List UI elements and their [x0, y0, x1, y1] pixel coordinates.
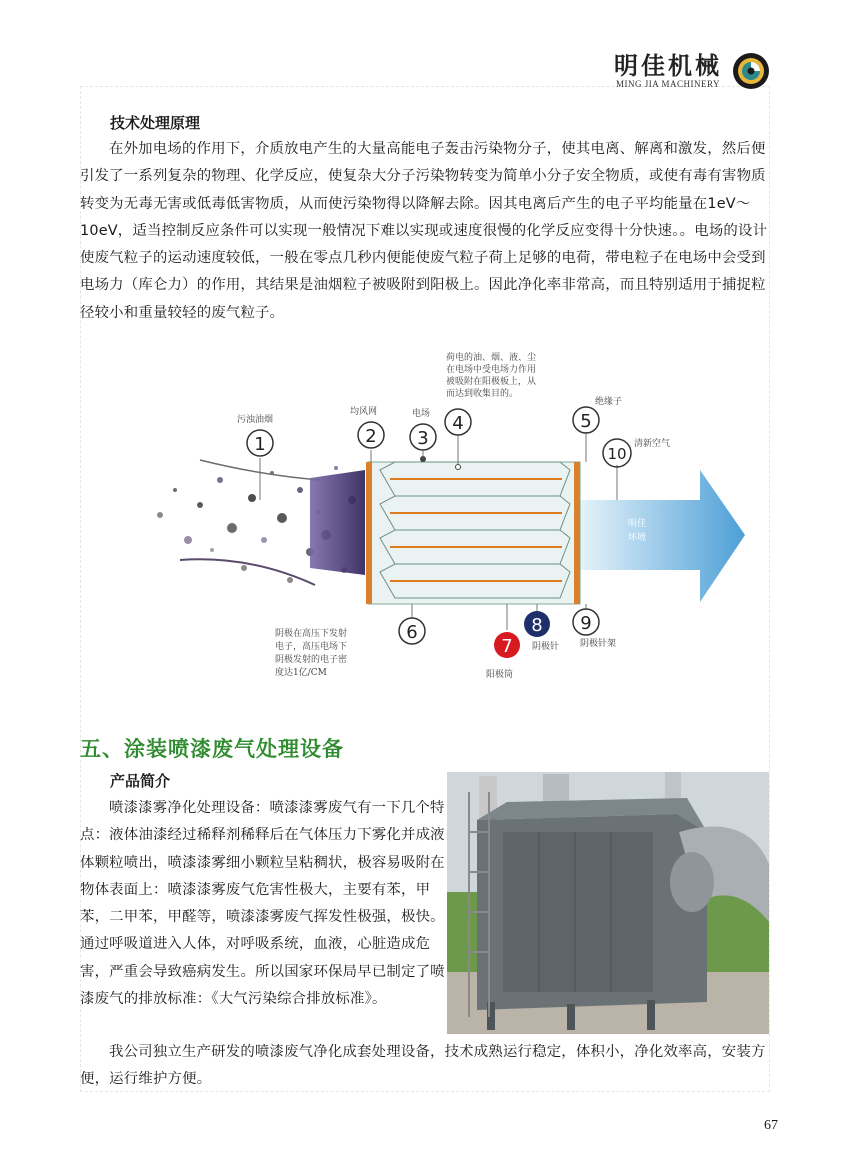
electric-field-unit [366, 456, 580, 604]
label-cathode-1: 阴极在高压下发射 [275, 629, 348, 639]
marker-10-label: 10 [607, 445, 627, 463]
label-charged-4: 而达到收集目的。 [446, 389, 519, 399]
label-cathode-3: 阴极发射的电子密 [275, 655, 348, 665]
product-intro-heading: 产品简介 [110, 772, 171, 790]
label-electric-field: 电场 [412, 409, 431, 419]
closing-paragraph: 我公司独立生产研发的喷漆废气净化成套处理设备，技术成熟运行稳定，体积小，净化效率高，安装方便，运行维护方便。 [80, 1044, 766, 1088]
marker-2-label: 2 [365, 426, 377, 447]
marker-5-label: 5 [580, 411, 592, 432]
label-cathode-4: 度达1亿/CM [275, 668, 327, 678]
product-intro-paragraph: 喷漆漆雾净化处理设备：喷漆漆雾废气有一下几个特点：液体油漆经过稀释剂稀释后在气体压力下雾化并成液体颗粒喷出，喷漆漆雾细小颗粒呈粘稠状，极容易吸附在物体表面上：喷漆漆雾废气危害性极大，主要有苯，甲苯，二甲苯，甲醛等，喷漆漆雾废气挥发性极强，极快。通过呼吸道进入人体，对呼吸系统，血液，心脏造成危害，严重会导致癌病发生。所以国家环保局早已制定了喷漆废气的排放标准：《大气污染综合排放标准》。 [80, 800, 445, 1008]
label-cathode-needle: 阴极针 [532, 642, 560, 652]
marker-8-label: 8 [531, 615, 543, 636]
label-env-1: 明佳 [628, 519, 647, 529]
page-number: 67 [764, 1118, 778, 1133]
label-fresh-air: 清新空气 [634, 439, 671, 449]
equipment-photo [447, 772, 769, 1034]
label-charged-1: 荷电的油、烟、液、尘 [446, 353, 537, 363]
section-heading-principle: 技术处理原理 [110, 114, 201, 132]
label-cathode-2: 电子，高压电场下 [275, 642, 348, 652]
principle-paragraph: 在外加电场的作用下，介质放电产生的大量高能电子轰击污染物分子，使其电离、解离和激发，然后便引发了一系列复杂的物理、化学反应，使复杂大分子污染物转变为简单小分子安全物质，或使有毒有害物质转变为无毒无害或低毒低害物质，从而使污染物得以降解去除。因其电离后产生的电子平均能量在1eV～10eV，适当控制反应条件可以实现一般情况下难以实现或速度很慢的化学反应变得十分快速。。电场的设计使废气粒子的运动速度较低，一般在零点几秒内便能使废气粒子荷上足够的电荷，带电粒子在电场中会受到电场力（库仑力）的作用，其结果是油烟粒子被吸附到阳极上。因此净化率非常高，而且特别适用于捕捉粒径较小和重量较轻的废气粒子。 [80, 141, 768, 321]
label-cathode-rack: 阴极针架 [580, 639, 617, 649]
label-equalizer-mesh: 均风网 [350, 407, 378, 417]
section-title-spray-equipment: 五、涂装喷漆废气处理设备 [80, 737, 344, 761]
inlet-arrow [310, 470, 365, 575]
purification-diagram [140, 340, 760, 692]
marker-6-label: 6 [406, 622, 418, 643]
marker-4-label: 4 [452, 413, 464, 434]
label-polluted-smoke: 污浊油烟 [237, 415, 274, 425]
marker-9-label: 9 [580, 613, 592, 634]
label-insulator: 绝缘子 [595, 397, 623, 407]
brand-text [614, 53, 722, 89]
label-charged-2: 在电场中受电场力作用 [446, 365, 537, 375]
marker-3-label: 3 [417, 428, 429, 449]
outlet-arrow [580, 470, 745, 602]
label-env-2: 环境 [628, 533, 647, 543]
brand-name-cn: 明佳机械 [614, 51, 722, 80]
brand-logo-icon [732, 52, 770, 90]
brand-name-en: MING JIA MACHINERY [615, 79, 720, 89]
brand-header [614, 52, 770, 90]
label-anode-tube: 阳极筒 [486, 670, 514, 680]
marker-7-label: 7 [501, 636, 513, 657]
marker-1-label: 1 [254, 434, 266, 455]
label-charged-3: 被吸附在阳极板上，从 [446, 377, 537, 387]
